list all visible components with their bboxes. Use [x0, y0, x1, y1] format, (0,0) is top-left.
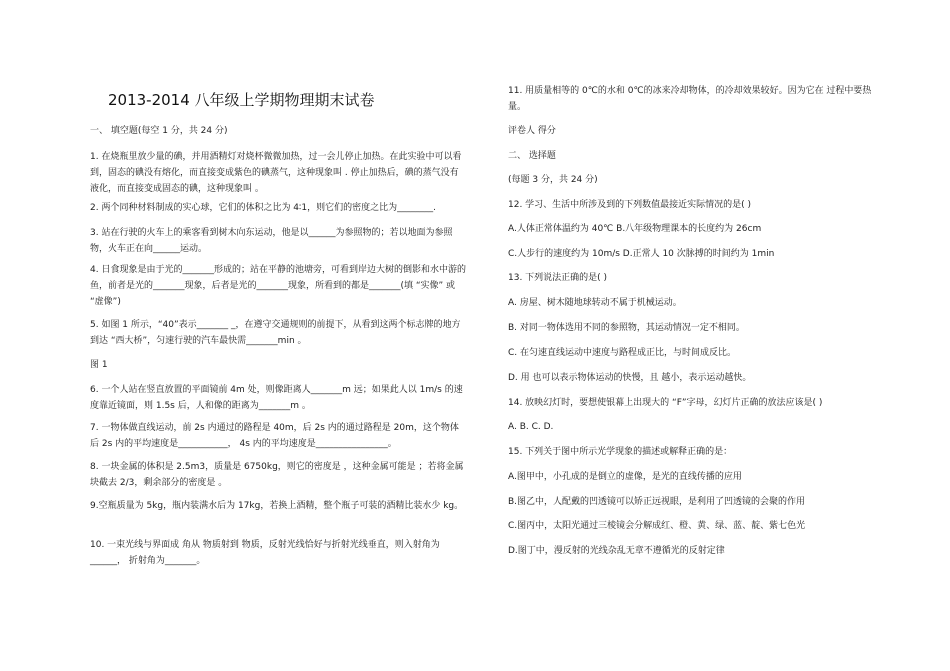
question-15: 15. 下列关于图中所示光学现象的描述或解释正确的是：: [508, 447, 733, 457]
question-1: 1. 在烧瓶里放少量的碘，并用酒精灯对烧杯微微加热，过一会儿停止加热。在此实验中可以看到，固态的碘没有熔化，而直接变成紫色的碘蒸气，这种现象叫 . 停止加热后，碘的蒸气没有液化，而直接变成固态的碘，这种现象叫 。: [90, 152, 462, 194]
question-13: 13. 下列说法正确的是( ): [508, 273, 608, 283]
section-heading-fill-in: 一、 填空题(每空 1 分，共 24 分): [90, 126, 228, 136]
question-7: 7. 一物体做直线运动，前 2s 内通过的路程是 40m，后 2s 内的通过路程是 20m，这个物体后 2s 内的平均速度是___________， 4s 内的平均速度是________________。: [90, 423, 459, 449]
question-9: 9.空瓶质量为 5kg，瓶内装满水后为 17kg，若换上酒精，整个瓶子可装的酒精比装水少 kg。: [90, 501, 464, 511]
section-heading-choice: 二、 选择题: [508, 151, 556, 161]
question-3: 3. 站在行驶的火车上的乘客看到树木向东运动，他是以______为参照物的；若以地面为参照物，火车正在向______运动。: [90, 228, 453, 254]
question-2: 2. 两个同种材料制成的实心球，它们的体积之比为 4∶1，则它们的密度之比为________.: [90, 203, 436, 213]
question-14-options: A. B. C. D.: [508, 422, 554, 432]
figure-caption: 图 1: [90, 360, 108, 370]
question-12: 12. 学习、生活中所涉及到的下列数值最接近实际情况的是( ): [508, 200, 752, 210]
question-13-option-a: A. 房屋、树木随地球转动不属于机械运动。: [508, 298, 682, 308]
question-10: 10. 一束光线与界面成 角从 物质射到 物质，反射光线恰好与折射光线垂直，则入射角为______， 折射角为_______。: [90, 540, 440, 566]
question-13-option-d: D. 用 也可以表示物体运动的快慢，且 越小，表示运动越快。: [508, 373, 752, 383]
question-12-options-ab: A.人体正常体温约为 40℃ B.八年级物理课本的长度约为 26cm: [508, 224, 762, 234]
grader-label: 评卷人 得分: [508, 126, 556, 136]
section-note: (每题 3 分，共 24 分): [508, 175, 598, 185]
question-13-option-b: B. 对同一物体选用不同的参照物，其运动情况一定不相同。: [508, 323, 745, 333]
question-15-option-b: B.图乙中，人配戴的凹透镜可以矫正远视眼，是利用了凹透镜的会聚的作用: [508, 497, 806, 507]
question-12-options-cd: C.人步行的速度约为 10m/s D.正常人 10 次脉搏的时间约为 1min: [508, 249, 775, 259]
question-15-option-c: C.图丙中，太阳光通过三棱镜会分解成红、橙、黄、绿、蓝、靛、紫七色光: [508, 521, 806, 531]
question-11: 11. 用质量相等的 0℃的水和 0℃的冰来冷却物体，的冷却效果较好。因为它在 过程中要热量。: [508, 86, 872, 112]
question-6: 6. 一个人站在竖直放置的平面镜前 4m 处，则像距离人_______m 远；如果此人以 1m/s 的速度靠近镜面，则 1.5s 后，人和像的距离为_______m 。: [90, 385, 463, 411]
question-5: 5. 如图 1 所示，“40”表示_______ _，在遵守交通规则的前提下，从看到这两个标志牌的地方到达 “西大桥”，匀速行驶的汽车最快需_______min 。: [90, 320, 461, 346]
page-title: 2013-2014 八年级上学期物理期末试卷: [108, 91, 375, 109]
question-14: 14. 放映幻灯时，要想使银幕上出现大的 “F”字母，幻灯片正确的放法应该是( ): [508, 398, 823, 408]
question-15-option-a: A.图甲中，小孔成的是倒立的虚像，是光的直线传播的应用: [508, 472, 742, 482]
question-4: 4. 日食现象是由于光的_______形成的；站在平静的池塘旁，可看到岸边大树的倒影和水中游的鱼，前者是光的_______现象，后者是光的_______现象，所看到的都是_______(填 “实像” 或 “虚像”): [90, 265, 466, 307]
question-13-option-c: C. 在匀速直线运动中速度与路程成正比，与时间成反比。: [508, 348, 737, 358]
question-8: 8. 一块金属的体积是 2.5m3，质量是 6750kg，则它的密度是 ，这种金属可能是 ；若将金属块截去 2/3，剩余部分的密度是 。: [90, 462, 464, 488]
question-15-option-d: D.图丁中，漫反射的光线杂乱无章不遵循光的反射定律: [508, 546, 725, 556]
